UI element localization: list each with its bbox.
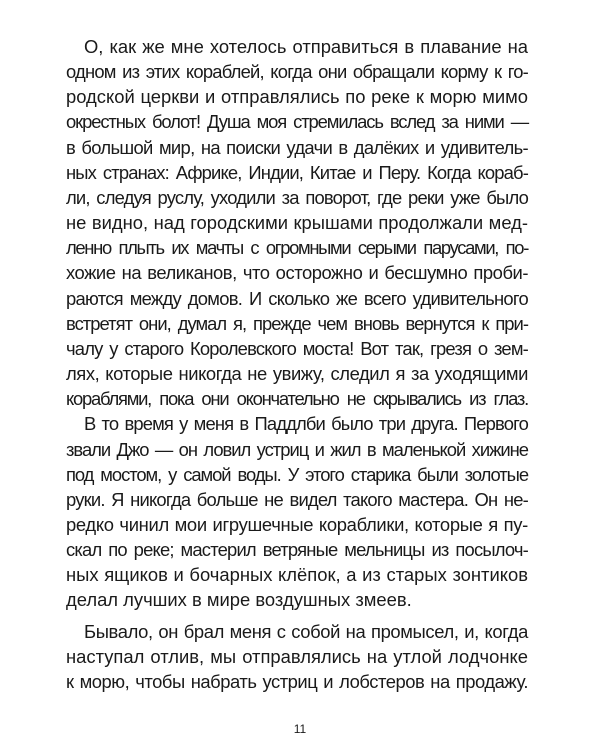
text-line: родской церкви и отправлялись по реке к морю мимо	[66, 86, 528, 108]
text-line: лях, которые никогда не увижу, следил я за уходящими	[66, 363, 528, 385]
text-line: звали Джо — он ловил устриц и жил в маленькой хижине	[66, 438, 528, 460]
text-line: окрестных болот! Душа моя стремилась вслед за ними —	[66, 111, 528, 133]
text-line: ных странах: Африке, Индии, Китае и Перу. Когда кораб-	[66, 161, 528, 183]
text-line: Бывало, он брал меня с собой на промысел, и, когда	[84, 620, 528, 642]
page-number: 11	[293, 722, 307, 736]
paragraph-2	[66, 411, 528, 612]
text-line: раются между домов. И сколько же всего удивительного	[66, 287, 528, 309]
text-line: не видно, над городскими крышами продолжали мед-	[66, 212, 528, 234]
text-line: ных ящиков и бочарных клёпок, а из старых зонтиков	[66, 564, 528, 586]
text-line: О, как же мне хотелось отправиться в плавание на	[84, 36, 528, 57]
text-line: ленно плыть их мачты с огромными серыми парусами, по-	[66, 237, 528, 259]
paragraph-3	[66, 619, 528, 694]
text-line: скал по реке; мастерил ветряные мельницы из посылоч-	[66, 539, 528, 561]
text-line: под мостом, у самой воды. У этого старика были золотые	[66, 463, 528, 485]
text-line: В то время у меня в Паддлби было три друга. Первого	[84, 413, 528, 435]
text-line: в большой мир, на поиски удачи в далёких и удивитель-	[66, 136, 528, 158]
body-text	[66, 34, 528, 694]
text-line: одном из этих кораблей, когда они обращали корму к го-	[66, 61, 528, 83]
text-line: чалу у старого Королевского моста! Вот так, грезя о зем-	[66, 337, 528, 359]
text-line: руки. Я никогда больше не видел такого мастера. Он не-	[66, 488, 528, 510]
text-line: хожие на великанов, что осторожно и бесшумно проби-	[66, 262, 528, 284]
text-line: наступал отлив, мы отправлялись на утлой лодчонке	[66, 645, 528, 667]
text-line: делал лучших в мире воздушных змеев.	[66, 589, 412, 611]
text-line: ли, следуя руслу, уходили за поворот, где реки уже было	[66, 186, 528, 208]
text-line: кораблями, пока они окончательно не скрывались из глаз.	[66, 388, 528, 410]
text-line: редко чинил мои игрушечные кораблики, которые я пу-	[66, 513, 528, 535]
text-line: к морю, чтобы набрать устриц и лобстеров на продажу.	[66, 670, 528, 692]
text-line: встретят они, думал я, прежде чем вновь вернутся к при-	[66, 312, 528, 334]
paragraph-1	[66, 34, 528, 411]
